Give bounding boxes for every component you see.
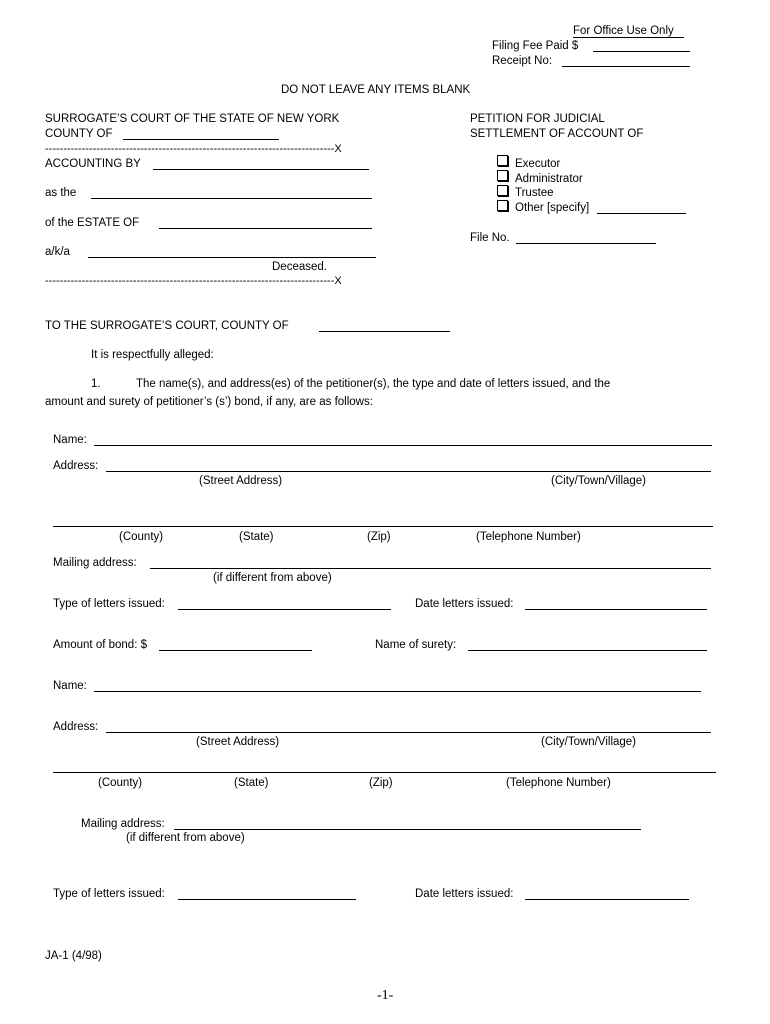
deceased-label: Deceased.	[272, 261, 327, 273]
p2-county-caption: (County)	[98, 777, 143, 789]
petition-title-2: SETTLEMENT OF ACCOUNT OF	[470, 128, 644, 140]
p2-state-caption: (State)	[234, 777, 269, 789]
estate-of-label: of the ESTATE OF	[45, 217, 140, 229]
amount-bond-label: Amount of bond: $	[53, 639, 147, 651]
county-of-label: COUNTY OF	[45, 128, 113, 140]
p1-zip-caption: (Zip)	[367, 531, 391, 543]
p1-address-label: Address:	[53, 460, 99, 472]
estate-of-field[interactable]	[159, 228, 372, 229]
aka-field[interactable]	[88, 257, 376, 258]
aka-label: a/k/a	[45, 246, 70, 258]
p1-date-letters-field[interactable]	[525, 609, 707, 610]
administrator-label: Administrator	[515, 173, 583, 185]
receipt-field[interactable]	[562, 66, 690, 67]
p2-name-label: Name:	[53, 680, 87, 692]
surety-label: Name of surety:	[375, 639, 457, 651]
para1-number: 1.	[91, 378, 101, 390]
p2-date-letters-label: Date letters issued:	[415, 888, 514, 900]
administrator-checkbox[interactable]	[497, 170, 508, 181]
other-checkbox[interactable]	[497, 200, 508, 211]
p2-address-field[interactable]	[106, 732, 711, 733]
petition-title-1: PETITION FOR JUDICIAL	[470, 113, 605, 125]
p2-street-caption: (Street Address)	[196, 736, 280, 748]
executor-checkbox[interactable]	[497, 155, 508, 166]
surety-field[interactable]	[468, 650, 707, 651]
p2-type-letters-field[interactable]	[178, 899, 356, 900]
p2-city-caption: (City/Town/Village)	[541, 736, 637, 748]
file-no-label: File No.	[470, 232, 510, 244]
filing-fee-label: Filing Fee Paid $	[492, 40, 579, 52]
executor-label: Executor	[515, 158, 561, 170]
p2-date-letters-field[interactable]	[525, 899, 689, 900]
court-title: SURROGATE’S COURT OF THE STATE OF NEW YORK	[45, 113, 340, 125]
p1-name-field[interactable]	[94, 445, 712, 446]
p2-type-letters-label: Type of letters issued:	[53, 888, 165, 900]
p1-county-caption: (County)	[119, 531, 164, 543]
p2-mailing-label: Mailing address:	[81, 818, 165, 830]
notice-heading: DO NOT LEAVE ANY ITEMS BLANK	[281, 84, 471, 96]
to-court-county-field[interactable]	[319, 331, 450, 332]
office-use-underline	[573, 37, 684, 38]
as-the-label: as the	[45, 187, 77, 199]
p1-phone-caption: (Telephone Number)	[476, 531, 581, 543]
alleged-text: It is respectfully alleged:	[91, 349, 214, 361]
trustee-checkbox[interactable]	[497, 185, 508, 196]
p2-address-label: Address:	[53, 721, 99, 733]
p1-name-label: Name:	[53, 434, 87, 446]
p1-mailing-label: Mailing address:	[53, 557, 137, 569]
p1-mailing-field[interactable]	[150, 568, 711, 569]
accounting-by-field[interactable]	[153, 169, 369, 170]
county-of-field[interactable]	[123, 139, 279, 140]
office-use-title: For Office Use Only	[573, 25, 674, 37]
p1-state-caption: (State)	[239, 531, 274, 543]
p2-phone-caption: (Telephone Number)	[506, 777, 611, 789]
page-number: -1-	[377, 988, 394, 1003]
p2-mailing-field[interactable]	[174, 829, 641, 830]
receipt-label: Receipt No:	[492, 55, 553, 67]
other-label: Other [specify]	[515, 202, 590, 214]
para1-text-2: amount and surety of petitioner’s (s’) bond, if any, are as follows:	[45, 396, 373, 408]
p1-city-caption: (City/Town/Village)	[551, 475, 647, 487]
to-court-label: TO THE SURROGATE’S COURT, COUNTY OF	[45, 320, 289, 332]
p1-type-letters-field[interactable]	[178, 609, 391, 610]
accounting-by-label: ACCOUNTING BY	[45, 158, 141, 170]
p1-county-line-field[interactable]	[53, 526, 713, 527]
p1-address-field[interactable]	[106, 471, 711, 472]
p2-name-field[interactable]	[94, 691, 701, 692]
amount-bond-field[interactable]	[159, 650, 312, 651]
p1-street-caption: (Street Address)	[199, 475, 283, 487]
other-specify-field[interactable]	[597, 213, 686, 214]
para1-text-1: The name(s), and address(es) of the petitioner(s), the type and date of letters issued, and the	[136, 378, 611, 390]
p1-if-different-caption: (if different from above)	[213, 572, 332, 584]
caption-separator-top: -------------------------------------------------------------------------------X	[45, 143, 342, 155]
trustee-label: Trustee	[515, 187, 554, 199]
p1-date-letters-label: Date letters issued:	[415, 598, 514, 610]
as-the-field[interactable]	[91, 198, 372, 199]
p1-type-letters-label: Type of letters issued:	[53, 598, 165, 610]
caption-separator-bottom: -------------------------------------------------------------------------------X	[45, 275, 342, 287]
filing-fee-field[interactable]	[593, 51, 690, 52]
p2-county-line-field[interactable]	[53, 772, 716, 773]
form-id: JA-1 (4/98)	[45, 950, 102, 962]
p2-if-different-caption: (if different from above)	[126, 832, 245, 844]
p2-zip-caption: (Zip)	[369, 777, 393, 789]
file-no-field[interactable]	[516, 243, 656, 244]
